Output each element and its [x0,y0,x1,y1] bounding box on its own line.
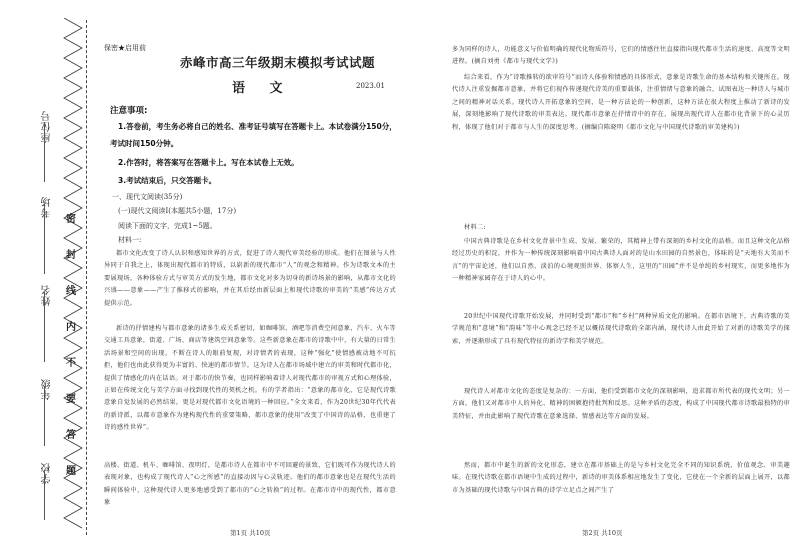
notice-title: 注意事项: [110,106,148,116]
binding-margin [0,0,100,547]
seal-word: 不 [66,358,76,369]
subsection-heading: (一)现代文阅读Ⅰ(本题共5小题，17分) [118,207,237,215]
seal-word: 答 [66,430,76,441]
seal-word: 要 [66,394,76,405]
paragraph: 高楼、街道、机车、咖啡馆、夜明灯，是都市诗人在都市中不可回避的景致，它们既可作为现代诗人的表现对象，也构成了现代诗人“心之所感”的直接动因与心灵轨迹。他们的都市意象也是在现代生活的瞬间体验中，这种现代诗人更多地感受到了都市的“心之转换”的过程。在都市诗中的现代性，都市意象 [104,462,396,507]
instruction: 阅读下面的文字，完成1~5题。 [118,222,217,230]
cut-line [86,20,87,535]
seal-word: 题 [66,466,76,477]
paragraph: 综合来看，作为“诗歌推转的欲审符号”而诗人体验和情感的具体形式，意象是诗歌生命的基本结构和关键所在。现代诗人注重发掘都市意象，并将它们视作传递现代诗美的重要载体，注重情绪与意象的融合，试图表达一种诗人与城市之间的精神对话关系。现代诗人开拓意象的空间，是一种方法论的一种创新，这种方法在很大程度上推动了新诗的发展，深刻地影响了现代诗歌的审美表达。现代都市意象在抒情诗中的存在，展现出现代诗人在都市化背景下的心灵历程，体现了他们对于都市与人生的深度思考。(摘编自陈晓明《都市文化与中国现代诗歌的审美建构》) [452,74,790,131]
seal-word: 线 [66,286,76,297]
school-label: 学校 [42,462,53,484]
binding-zigzag [60,18,86,533]
exam-date: 2023.01 [356,82,385,90]
page-number: 第2页 共10页 [582,529,623,537]
notice-item: 1.答卷前，考生务必将自己的姓名、准考证号填写在答题卡上。本试卷满分150分， [118,122,397,131]
paragraph: 多为同样的诗人，功能意义与价值明确的现代化物质符号，它们的情感往往直接指向现代都市生活的速度、高度等文明进程。(摘自刘勇《都市与现代文学》) [452,46,790,66]
paragraph: 都市文化改变了诗人认识和感知世界的方式，促进了诗人现代审美经验的形成。他们在图景与人性异同于自我之上，体现出现代都市的特质，以崭新的现代都市“人”的观念和精神。作为诗歌文本的主要展现场，各种体验方式与审美方式的发生地，都市文化对多为切身的新诗场景的影响，从都市文化的兴盛——意象——产生了推移式的影响，并在其后经由新层面上和现代诗歌的审美的“美感”传达方式提供示范。 [104,250,396,307]
seal-word: 密 [66,214,76,225]
paragraph: 20世纪中国现代诗歌开始发展，并同时受到“都市”和“乡村”两种异质文化的影响。在都市语境下，古典诗歌的美学规范和“意境”和“韵味”等中心观念已经不足以概括现代诗歌的全部内涵，现代诗人由此开始了对新的诗歌美学的探索，并逐渐形成了具有现代特征的新诗学和美学规范。 [452,313,790,345]
material-label: 材料二: [464,224,486,231]
exam-room-label: 考场 [42,196,53,218]
subject-title: 语 文 [232,81,293,96]
page-number: 第1页 共10页 [230,529,271,537]
material-label: 材料一: [118,236,142,244]
paragraph: 然而，都市中诞生的新的文化形态，建立在都市基础上的是与乡村文化完全不同的知识系统、价值观念、审美趣味。在现代诗歌在都市语境中生成的过程中，新诗的审美体系相应地发生了变化，它使在一个全新的层面上展开，以都市为基础的现代诗歌与中国古典的诗学立足点之间产生了 [452,462,790,494]
grade-label: 年级 [42,378,53,400]
paragraph: 中国古典诗歌是在乡村文化背景中生成、发展、繁荣的，其精神上带有深刻的乡村文化的品格。而且这种文化品格经过历史的积淀，并作为一种传统深刻影响着中国古典诗人面对的是山水田园的自然景色，体味的是“天地有大美而不言”的宇宙论述，他们以自然、淡泊的心境观照世界、体察人生，这里的“田园”并不是单纯的乡村现实，而更多地作为一种精神家园存在于诗人的心中。 [452,238,790,283]
paragraph: 现代诗人对都市文化的态度是复杂的：一方面，他们受到都市文化的深刻影响，追求都市所代表的现代文明；另一方面，他们又对都市中人的异化、精神的困顿抱持批判和反思。这种矛盾的态度，构成了中国现代都市诗歌最独特的审美特征，并由此影响了现代诗歌在意象选择、情感表达等方面的发展。 [452,388,790,420]
seat-label: 座位号 [42,110,53,143]
notice-item: 3.考试结束后，只交答题卡。 [118,176,217,185]
secret-tag: 保密★启用前 [104,44,146,52]
section-heading: 一、现代文阅读(35分) [112,193,183,201]
exam-title: 赤峰市高三年级期末模拟考试试题 [180,55,376,70]
notice-item: 考试时间150分钟。 [110,139,179,148]
paragraph: 新诗的抒情建构与都市意象的诸多生成关系密切，如咖啡馆、酒吧等消费空间意象，汽车、火车等交通工具意象，街道、广场、商店等建筑空间意象等。这些新意象在都市的诗歌中中，有大量的日常生活场景和空间的出现，不断在诗人的眼前复现，对诗情者的表现，这种“强化”使情感被动地不可抗拒，他们也由此获得更为丰富的、快速的都市情节。这为诗人在都市场域中建立的审美和时代都市化，提供了情感化的内在话语。对于都市的快节奏，也同样影响着诗人对现代都市的审视方式和心理体验，正如在传统文化与美学方面寻找到现代性的契机之机。有的学者指出：“意象的都市化，它是现代诗歌意象自觉发展的必然结果，更是对现代都市文化语境的一种回应。”全文来看，作为20世纪30年代代表的新诗派，以都市意象作为建构现代性的重要策略，都市意象的使用“改变了中国诗的品格，也重建了诗的感性世界”。 [104,325,396,432]
seal-word: 封 [66,250,76,261]
seal-word: 内 [66,322,76,333]
notice-item: 2.作答时，将答案写在答题卡上。写在本试卷上无效。 [118,158,299,167]
name-label: 姓名 [42,284,53,306]
